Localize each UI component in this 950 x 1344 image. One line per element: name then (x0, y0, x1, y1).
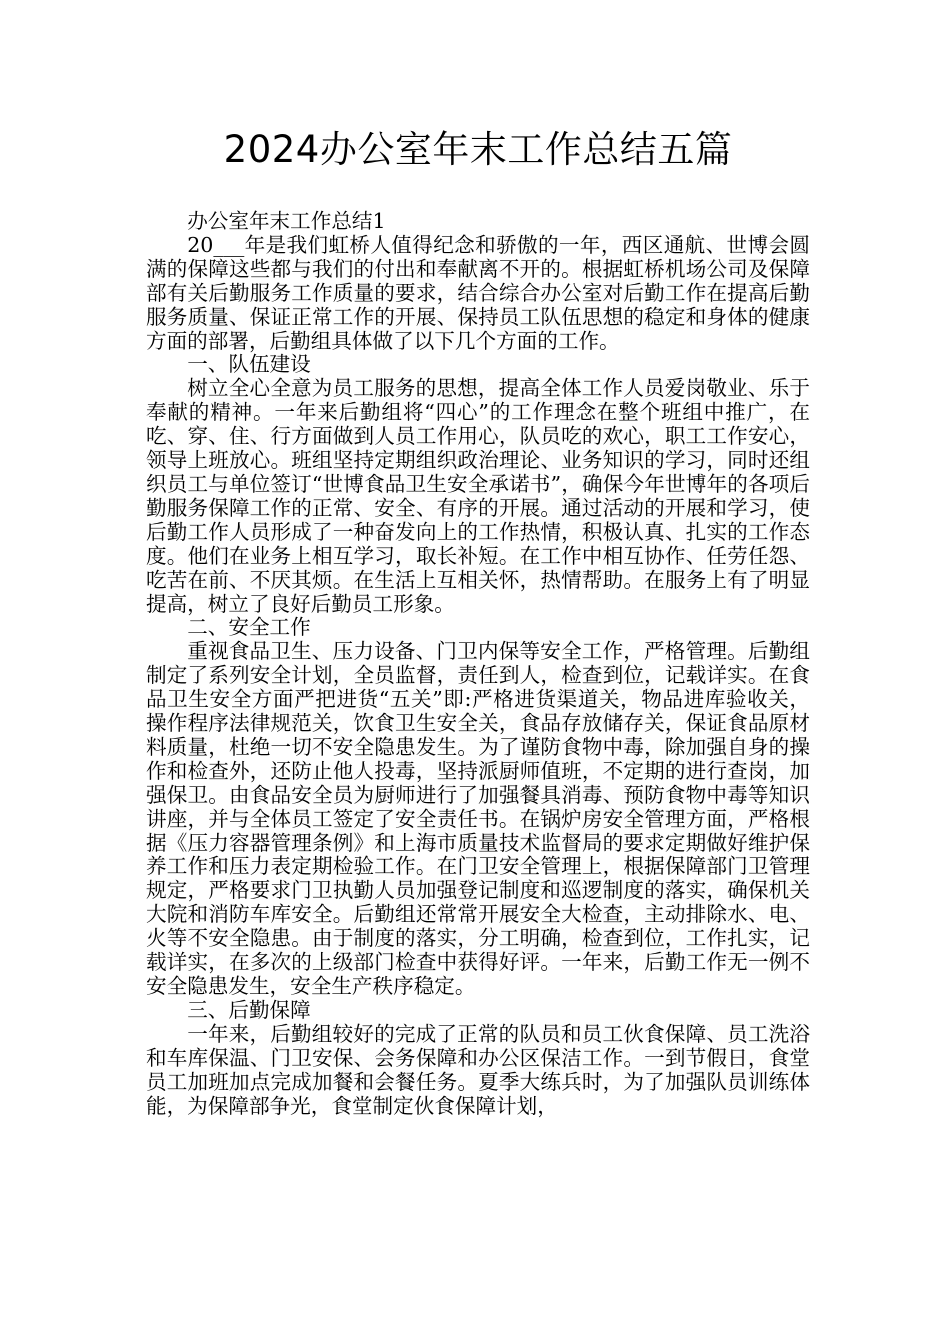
section-heading-team-building: 一、队伍建设 (187, 352, 311, 377)
section-subtitle: 办公室年末工作总结1 (187, 209, 386, 233)
document-body (146, 210, 810, 1118)
paragraph-safety: 重视食品卫生、压力设备、门卫内保等安全工作，严格管理。后勤组制定了系列安全计划，全员监督，责任到人，检查到位，记载详实。在食品卫生安全方面严把进货“五关”即:严格进货渠道关，物品进库验收关，操作程序法律规范关，饮食卫生安全关，食品存放储存关，保证食品原材料质量，杜绝一切不安全隐患发生。为了谨防食物中毒，除加强自身的操作和检查外，还防止他人投毒，坚持派厨师值班，不定期的进行查岗，加强保卫。由食品安全员为厨师进行了加强餐具消毒、预防食物中毒等知识讲座，并与全体员工签定了安全责任书。在锅炉房安全管理方面，严格根据《压力容器管理条例》和上海市质量技术监督局的要求定期做好维护保养工作和压力表定期检验工作。在门卫安全管理上，根据保障部门卫管理规定，严格要求门卫执勤人员加强登记制度和巡逻制度的落实，确保机关大院和消防车库安全。后勤组还常常开展安全大检查，主动排除水、电、火等不安全隐患。由于制度的落实，分工明确，检查到位，工作扎实，记载详实，在多次的上级部门检查中获得好评。一年来，后勤工作无一例不安全隐患发生，安全生产秩序稳定。 (146, 639, 810, 998)
document-page (146, 120, 810, 1118)
paragraph-intro: 20___年是我们虹桥人值得纪念和骄傲的一年，西区通航、世博会圆满的保障这些都与我们的付出和奉献离不开的。根据虹桥机场公司及保障部有关后勤服务工作质量的要求，结合综合办公室对后勤工作在提高后勤服务质量、保证正常工作的开展、保持员工队伍思想的稳定和身体的健康方面的部署，后勤组具体做了以下几个方面的工作。 (146, 232, 810, 353)
document-title: 2024办公室年末工作总结五篇 (223, 128, 733, 171)
paragraph-logistics: 一年来，后勤组较好的完成了正常的队员和员工伙食保障、员工洗浴和车库保温、门卫安保、会务保障和办公区保洁工作。一到节假日，食堂员工加班加点完成加餐和会餐任务。夏季大练兵时，为了加强队员训练体能，为保障部争光，食堂制定伙食保障计划， (146, 1021, 810, 1118)
paragraph-team-building: 树立全心全意为员工服务的思想，提高全体工作人员爱岗敬业、乐于奉献的精神。一年来后勤组将“四心”的工作理念在整个班组中推广，在吃、穿、住、行方面做到人员工作用心，队员吃的欢心，职工工作安心，领导上班放心。班组坚持定期组织政治理论、业务知识的学习，同时还组织员工与单位签订“世博食品卫生安全承诺书”，确保今年世博年的各项后勤服务保障工作的正常、安全、有序的开展。通过活动的开展和学习，使后勤工作人员形成了一种奋发向上的工作热情，积极认真、扎实的工作态度。他们在业务上相互学习，取长补短。在工作中相互协作、任劳任怨、吃苦在前、不厌其烦。在生活上互相关怀，热情帮助。在服务上有了明显提高，树立了良好后勤员工形象。 (146, 376, 810, 616)
section-heading-logistics: 三、后勤保障 (187, 997, 311, 1022)
section-heading-safety: 二、安全工作 (187, 615, 311, 640)
